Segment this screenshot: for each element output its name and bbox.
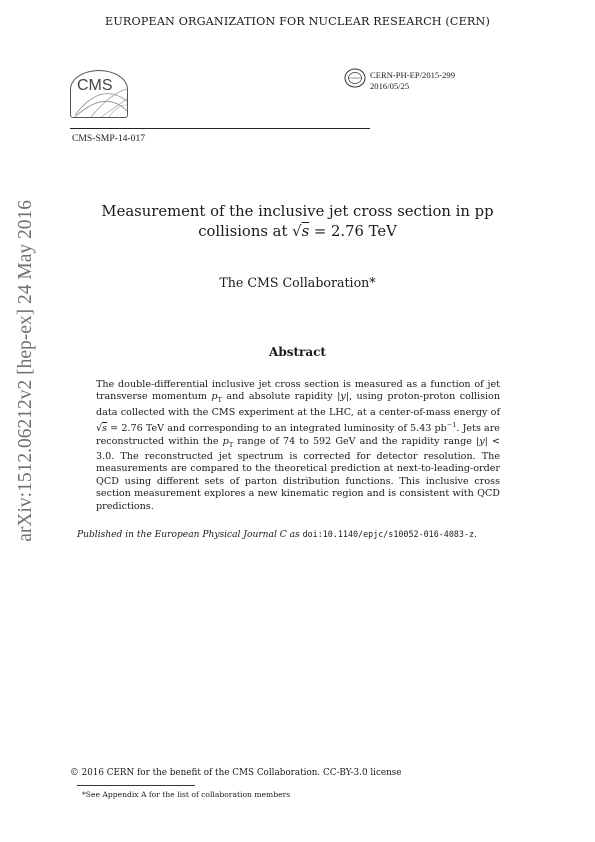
header-rule [70, 128, 370, 129]
sqrt-symbol: √ [292, 223, 302, 240]
author-line: The CMS Collaboration* [219, 275, 376, 290]
abstract-math: y [340, 391, 346, 403]
abstract-text: |, using proton-proton collision data collected with the CMS experiment at the LHC, at a center-of-mass energy of √ [96, 391, 501, 435]
title-math-s: s [301, 223, 310, 240]
abstract-math-sup: −1 [446, 421, 457, 430]
footnote: *See Appendix A for the list of collaboration members [82, 790, 291, 799]
cms-logo [70, 70, 128, 118]
paper-title [60, 202, 535, 242]
publication-text: Published in the European Physical Journal C as [77, 530, 303, 540]
abstract-math: y [479, 435, 485, 447]
abstract-text: and absolute rapidity | [221, 391, 341, 403]
abstract-text: . Jets are reconstructed within the [96, 423, 500, 447]
abstract-math: p [222, 435, 229, 447]
title-line-2-prefix: collisions at [198, 223, 293, 240]
publication-end: . [474, 530, 477, 540]
abstract-math: p [211, 391, 218, 403]
cern-seal-icon [344, 68, 366, 88]
report-date: 2016/05/25 [370, 81, 410, 91]
abstract-text: | < 3.0. The reconstructed jet spectrum is corrected for detector resolution. The measurements are compared to the theoretical prediction at next-to-leading-order QCD using different sets of parton distribution functions. This inclusive cross section measurement explores a new kinematic region and is consistent with QCD predictions. [96, 435, 500, 512]
abstract-heading: Abstract [269, 345, 326, 359]
abstract-math: s [102, 423, 108, 435]
abstract-math-sub: T [228, 440, 234, 449]
footnote-rule [77, 785, 195, 786]
cms-logo-text: CMS [77, 77, 113, 94]
report-number: CMS-SMP-14-017 [72, 133, 146, 144]
abstract-body [96, 379, 500, 513]
doi-link[interactable]: doi:10.1140/epjc/s10052-016-4083-z [302, 529, 475, 539]
abstract-text: = 2.76 TeV and corresponding to an integrated luminosity of 5.43 pb [107, 423, 447, 435]
title-line-2-suffix: = 2.76 TeV [309, 223, 397, 240]
title-line-1: Measurement of the inclusive jet cross section in pp [101, 203, 494, 220]
organization-heading: EUROPEAN ORGANIZATION FOR NUCLEAR RESEARCH (CERN) [105, 15, 490, 28]
arxiv-stamp [6, 200, 46, 620]
publication-note [77, 529, 477, 540]
cern-report-number: CERN-PH-EP/2015-299 [370, 70, 455, 80]
abstract-text: The double-differential inclusive jet cross section is measured as a function of jet transverse momentum [96, 379, 500, 403]
cern-report-info [370, 70, 455, 92]
arxiv-stamp-text: arXiv:1512.06212v2 [hep-ex] 24 May 2016 [15, 200, 36, 542]
abstract-text: range of 74 to 592 GeV and the rapidity range | [233, 435, 480, 447]
title-line-2 [60, 222, 535, 242]
copyright-line: © 2016 CERN for the benefit of the CMS Collaboration. CC-BY-3.0 license [70, 768, 402, 778]
abstract-math-sub: T [217, 396, 222, 405]
